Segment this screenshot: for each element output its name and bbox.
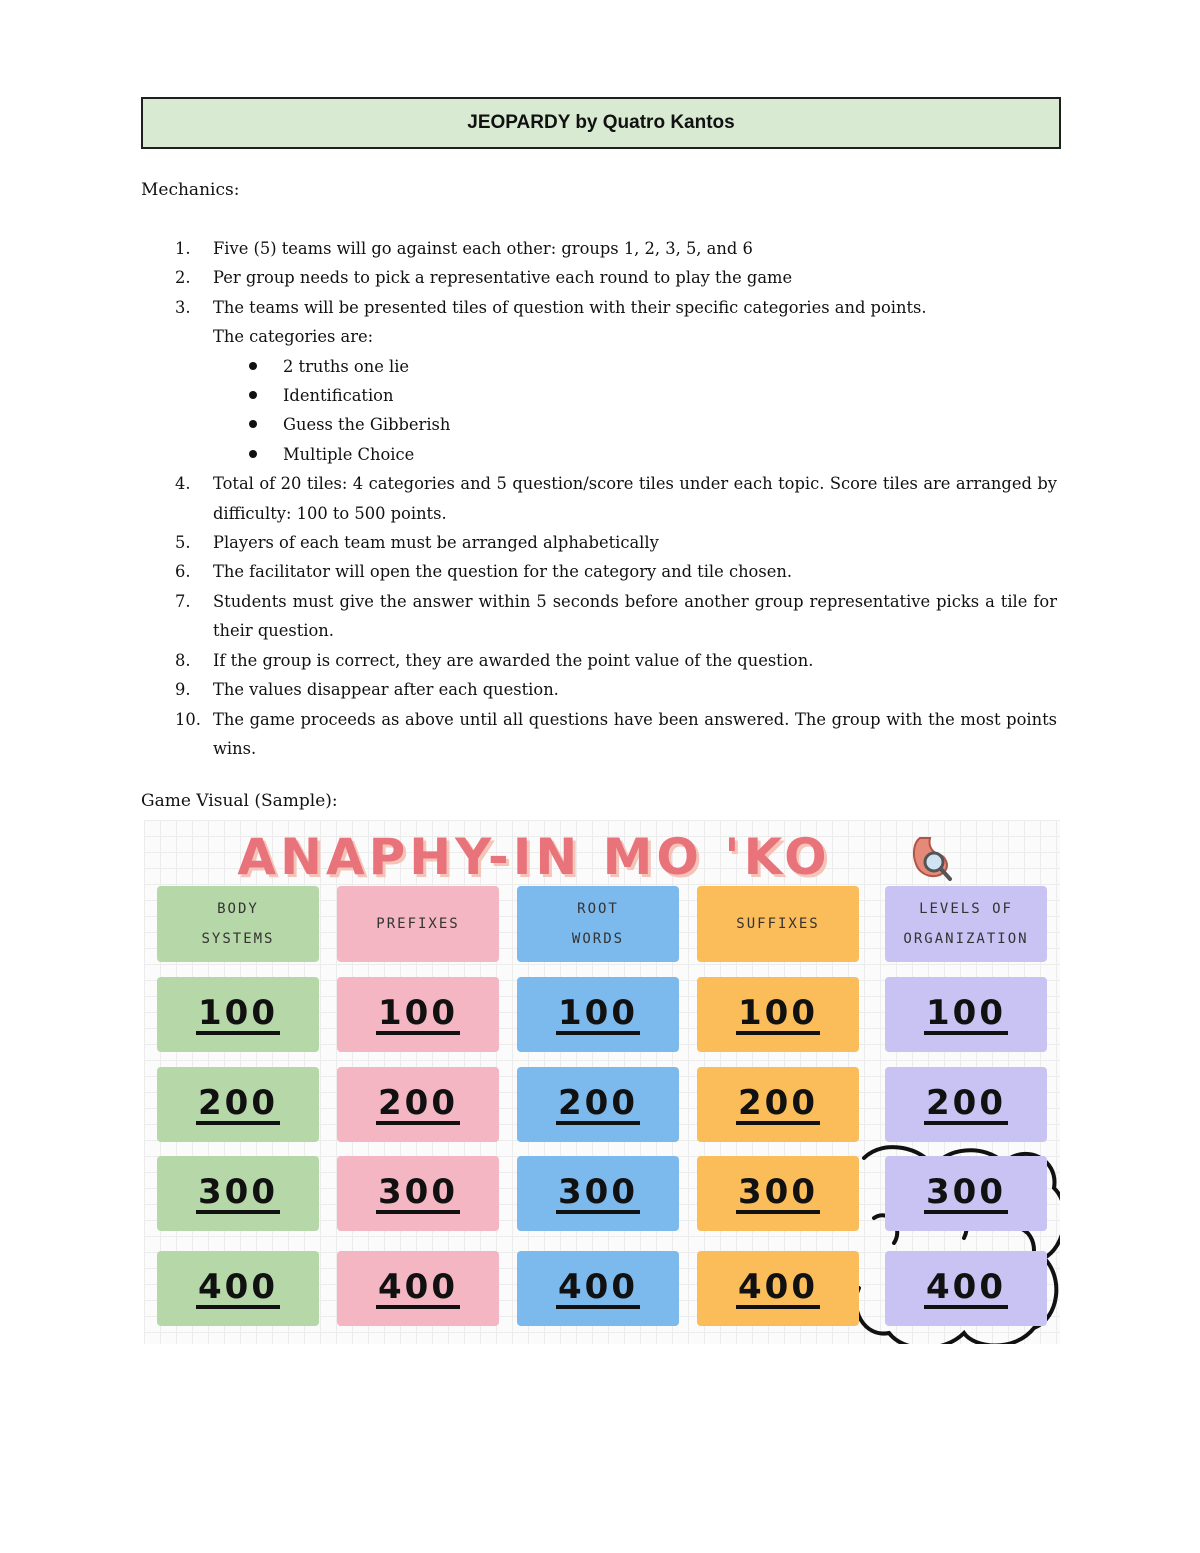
score-tile[interactable] xyxy=(517,1067,679,1142)
categories-intro: The categories are: xyxy=(213,327,374,347)
score-tile[interactable] xyxy=(697,1156,859,1231)
rules-list xyxy=(141,234,1057,763)
score-tile[interactable] xyxy=(337,1251,499,1326)
score-value: 100 xyxy=(378,992,458,1033)
score-tile[interactable] xyxy=(885,1067,1047,1142)
score-tile[interactable] xyxy=(885,1156,1047,1231)
game-board-image xyxy=(144,820,1060,1344)
score-value: 300 xyxy=(378,1171,458,1212)
score-value: 100 xyxy=(198,992,278,1033)
score-value: 400 xyxy=(378,1266,458,1307)
bullet-icon xyxy=(249,450,257,458)
category-item: Multiple Choice xyxy=(213,440,1057,469)
board-title: ANAPHY-IN MO 'KO xyxy=(237,828,831,886)
category-tile[interactable]: LEVELS OF ORGANIZATION xyxy=(885,886,1047,962)
score-value: 400 xyxy=(198,1266,278,1307)
score-value: 300 xyxy=(558,1171,638,1212)
rule-item: 2. Per group needs to pick a representative each round to play the game xyxy=(175,268,793,288)
category-tile[interactable]: SUFFIXES xyxy=(697,886,859,962)
score-value: 100 xyxy=(738,992,818,1033)
score-value: 200 xyxy=(558,1082,638,1123)
score-tile[interactable] xyxy=(337,1067,499,1142)
stomach-magnifier-icon xyxy=(906,832,956,884)
score-tile[interactable] xyxy=(157,1251,319,1326)
score-tile[interactable] xyxy=(157,977,319,1052)
bullet-icon xyxy=(249,391,257,399)
score-value: 300 xyxy=(926,1171,1006,1212)
rule-item: 1. Five (5) teams will go against each other: groups 1, 2, 3, 5, and 6 xyxy=(175,239,753,258)
score-tile[interactable] xyxy=(697,1067,859,1142)
category-item: Guess the Gibberish xyxy=(213,410,1057,439)
rule-item: 6. The facilitator will open the question for the category and tile chosen. xyxy=(175,562,793,582)
score-value: 300 xyxy=(738,1171,818,1212)
score-tile[interactable] xyxy=(517,1251,679,1326)
score-value: 200 xyxy=(198,1082,278,1123)
rule-item: 3. The teams will be presented tiles of question with their specific categories and points. The categories are: 2 truths one lie Identification Guess the Gibberish Multiple Choice xyxy=(141,293,1057,469)
category-tile[interactable]: ROOT WORDS xyxy=(517,886,679,962)
bullet-icon xyxy=(249,362,257,370)
document-title: JEOPARDY by Quatro Kantos xyxy=(467,112,735,133)
category-tile[interactable]: PREFIXES xyxy=(337,886,499,962)
category-item: 2 truths one lie xyxy=(213,352,1057,381)
score-tile[interactable] xyxy=(697,1251,859,1326)
score-value: 100 xyxy=(558,992,638,1033)
score-value: 300 xyxy=(198,1171,278,1212)
rule-item: 8. If the group is correct, they are awarded the point value of the question. xyxy=(175,650,814,670)
score-value: 400 xyxy=(926,1266,1006,1307)
score-tile[interactable] xyxy=(157,1156,319,1231)
categories-list xyxy=(213,352,1057,470)
rule-item: 7. Students must give the answer within 5 seconds before another group representative picks a tile for their question. xyxy=(175,591,1057,641)
document-title-box xyxy=(141,97,1061,149)
category-item: Identification xyxy=(213,381,1057,410)
rule-item: 9. The values disappear after each question. xyxy=(175,680,559,700)
score-value: 200 xyxy=(738,1082,818,1123)
mechanics-label: Mechanics: xyxy=(141,180,240,200)
game-visual-label: Game Visual (Sample): xyxy=(141,791,338,811)
score-tile[interactable] xyxy=(517,977,679,1052)
rule-item: 4. Total of 20 tiles: 4 categories and 5 question/score tiles under each topic. Score tiles are arranged by difficulty: 100 to 500 points. xyxy=(175,474,1057,523)
score-tile[interactable] xyxy=(885,1251,1047,1326)
score-tile[interactable] xyxy=(157,1067,319,1142)
score-tile[interactable] xyxy=(517,1156,679,1231)
score-value: 400 xyxy=(738,1266,818,1307)
rule-item: 10. The game proceeds as above until all questions have been answered. The group with the most points wins. xyxy=(175,709,1057,758)
score-tile[interactable] xyxy=(885,977,1047,1052)
score-value: 200 xyxy=(926,1082,1006,1123)
category-tile[interactable]: BODY SYSTEMS xyxy=(157,886,319,962)
rule-item: 5. Players of each team must be arranged alphabetically xyxy=(175,533,659,553)
score-value: 100 xyxy=(926,992,1006,1033)
score-tile[interactable] xyxy=(697,977,859,1052)
score-value: 400 xyxy=(558,1266,638,1307)
score-tile[interactable] xyxy=(337,977,499,1052)
score-value: 200 xyxy=(378,1082,458,1123)
bullet-icon xyxy=(249,420,257,428)
score-tile[interactable] xyxy=(337,1156,499,1231)
